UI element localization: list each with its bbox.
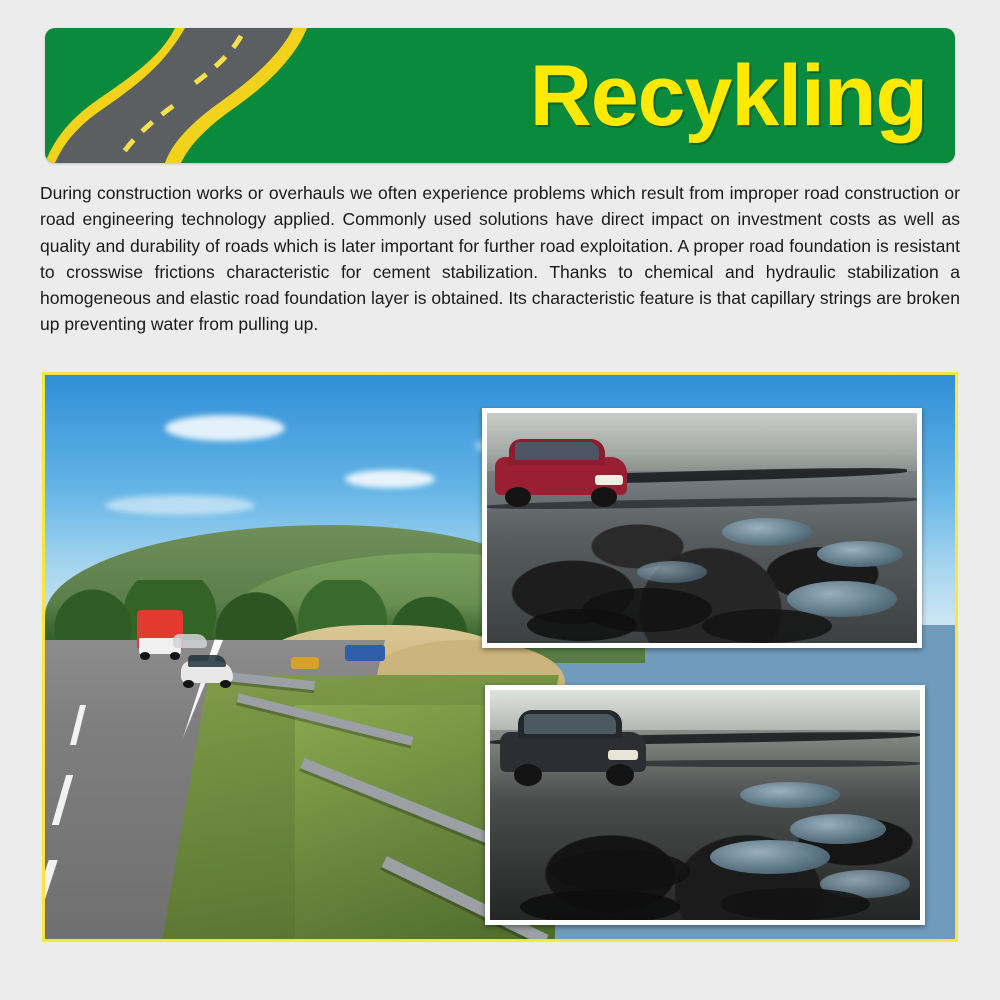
water-puddle [637, 561, 707, 583]
red-car [495, 435, 627, 507]
header-banner [45, 28, 955, 163]
pothole [720, 888, 870, 920]
winding-road-icon [45, 28, 375, 163]
water-puddle [817, 541, 903, 567]
water-puddle [722, 518, 812, 546]
dark-car [500, 706, 646, 786]
water-puddle [710, 840, 830, 874]
cloud [105, 495, 255, 515]
water-puddle [740, 782, 840, 808]
pothole [520, 890, 680, 924]
construction-vehicle [345, 645, 385, 661]
article-paragraph: During construction works or overhauls we often experience problems which result from improper road construction or road engineering technology applied. Commonly used solutions have direct impact on investment costs as well as quality and durability of roads which is later important for further road exploitation. A proper road foundation is resistant to crosswise frictions characteristic for cement stabilization. Thanks to chemical and hydraulic stabilization a homogeneous and elastic road foundation layer is obtained. Its characteristic feature is that capillary strings are broken up preventing water from pulling up. [40, 183, 960, 335]
car-vehicle [181, 653, 233, 687]
car-vehicle [173, 630, 207, 652]
pothole [527, 609, 637, 641]
pothole [702, 609, 832, 643]
main-photo-road-construction [45, 375, 955, 939]
construction-vehicle [291, 657, 319, 669]
figure-photo-composite [42, 372, 958, 942]
cloud [345, 470, 435, 488]
inset-photo-potholes-red-car [482, 408, 922, 648]
page-title: Recykling [529, 47, 927, 144]
inset-photo-potholes-dark-car [485, 685, 925, 925]
water-puddle [790, 814, 886, 844]
cloud [165, 415, 285, 441]
pothole [550, 850, 690, 892]
asphalt-crack [610, 760, 920, 767]
